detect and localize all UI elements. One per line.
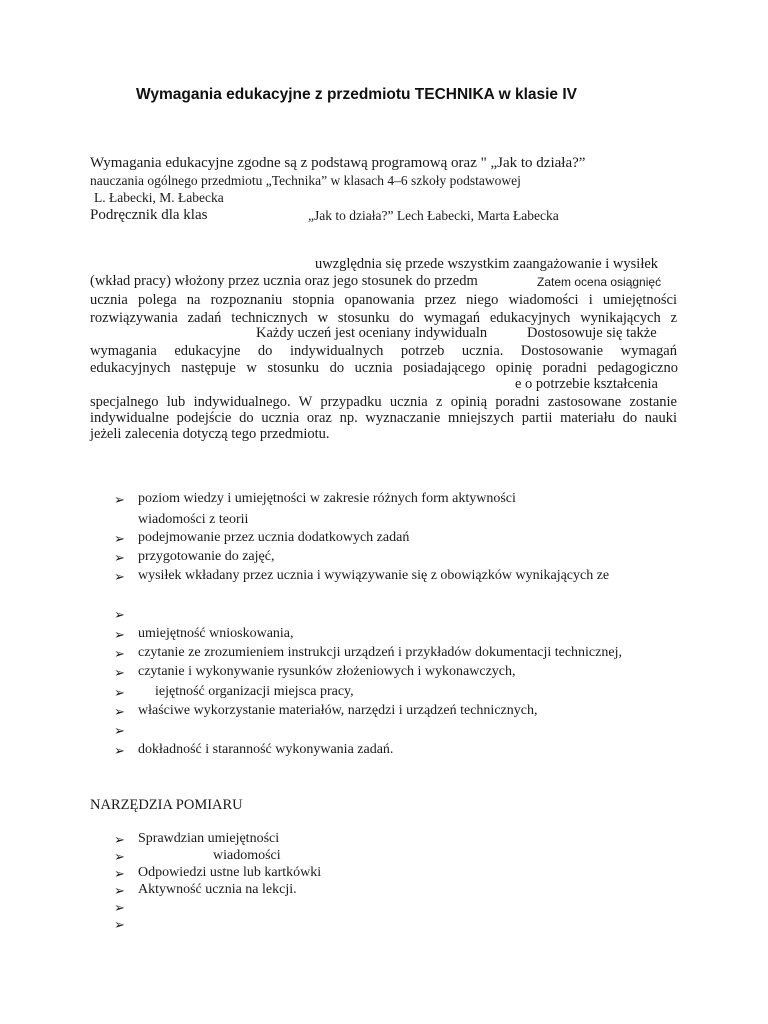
bullet-arrow-icon: ➢ xyxy=(114,883,125,898)
page-title: Wymagania edukacyjne z przedmiotu TECHNIKA w klasie IV xyxy=(136,86,578,103)
intro-line-4-start: Podręcznik dla klas xyxy=(90,207,208,223)
list2-item-2: umiejętność wnioskowania, xyxy=(138,626,294,641)
bullet-arrow-icon: ➢ xyxy=(114,704,125,719)
bullet-arrow-icon: ➢ xyxy=(114,832,125,847)
bullet-arrow-icon: ➢ xyxy=(114,627,125,642)
paragraph-line-4: rozwiązywania zadań technicznych w stosunku do wymagań edukacyjnych wynikających z xyxy=(90,310,677,326)
intro-line-2: nauczania ogólnego przedmiotu „Technika” w klasach 4–6 szkoły podstawowej xyxy=(90,173,521,188)
paragraph-line-2-start: (wkład pracy) włożony przez ucznia oraz jego stosunek do przedm xyxy=(90,273,478,289)
paragraph-line-7: edukacyjnych następuje w stosunku do ucznia posiadającego opinię poradni pedagogiczno xyxy=(90,360,678,376)
bullet-arrow-icon: ➢ xyxy=(114,531,125,546)
paragraph-line-1: uwzględnia się przede wszystkim zaangażowanie i wysiłek xyxy=(315,256,659,272)
list2-item-6: właściwe wykorzystanie materiałów, narzędzi i urządzeń technicznych, xyxy=(138,703,538,718)
bullet-arrow-icon: ➢ xyxy=(114,900,125,915)
paragraph-line-5-end: Dostosowuje się także xyxy=(527,325,657,341)
bullet-arrow-icon: ➢ xyxy=(114,665,125,680)
paragraph-line-6: wymagania edukacyjne do indywidualnych potrzeb ucznia. Dostosowanie wymagań xyxy=(90,343,677,359)
bullet-arrow-icon: ➢ xyxy=(114,569,125,584)
bullet-arrow-icon: ➢ xyxy=(114,849,125,864)
paragraph-line-8: e o potrzebie kształcenia xyxy=(515,376,658,392)
bullet-arrow-icon: ➢ xyxy=(114,743,125,758)
bullet-arrow-icon: ➢ xyxy=(114,685,125,700)
list3-item-1: Sprawdzian umiejętności xyxy=(138,831,280,846)
paragraph-line-2-end: Zatem ocena osiągnięć xyxy=(537,275,662,289)
paragraph-line-3: ucznia polega na rozpoznaniu stopnia opanowania przez niego wiadomości i umiejętności xyxy=(90,292,677,308)
bullet-arrow-icon: ➢ xyxy=(114,723,125,738)
section-heading: NARZĘDZIA POMIARU xyxy=(90,797,243,813)
paragraph-line-9: specjalnego lub indywidualnego. W przypadku ucznia z opinią poradni zastosowane zostanie xyxy=(90,394,677,410)
list2-item-3: czytanie ze zrozumieniem instrukcji urządzeń i przykładów dokumentacji technicznej, xyxy=(138,645,622,660)
bullet-arrow-icon: ➢ xyxy=(114,917,125,932)
bullet-arrow-icon: ➢ xyxy=(114,492,125,507)
list2-item-8: dokładność i staranność wykonywania zadań. xyxy=(138,742,394,757)
list3-item-2: wiadomości xyxy=(213,848,281,863)
list3-item-3: Odpowiedzi ustne lub kartkówki xyxy=(138,865,322,880)
intro-line-4-end: „Jak to działa?” Lech Łabecki, Marta Łabecka xyxy=(308,208,559,223)
list3-item-4: Aktywność ucznia na lekcji. xyxy=(138,882,297,897)
bullet-arrow-icon: ➢ xyxy=(114,866,125,881)
paragraph-line-11: jeżeli zalecenia dotyczą tego przedmiotu. xyxy=(90,426,330,442)
intro-line-3: L. Łabecki, M. Łabecka xyxy=(94,190,224,205)
paragraph-line-5-start: Każdy uczeń jest oceniany indywidualn xyxy=(256,325,488,341)
bullet-arrow-icon: ➢ xyxy=(114,607,125,622)
paragraph-line-10: indywidualne podejście do ucznia oraz np. wyznaczanie mniejszych partii materiału do nauki xyxy=(90,410,677,426)
intro-line-1: Wymagania edukacyjne zgodne są z podstawą programową oraz " „Jak to działa?” xyxy=(90,155,586,171)
bullet-arrow-icon: ➢ xyxy=(114,550,125,565)
list1-item-3: przygotowanie do zajęć, xyxy=(138,549,275,564)
list1-item-4: wysiłek wkładany przez ucznia i wywiązywanie się z obowiązków wynikających ze xyxy=(138,568,610,583)
list2-item-5: iejętność organizacji miejsca pracy, xyxy=(155,684,354,699)
list1-item-2: podejmowanie przez ucznia dodatkowych zadań xyxy=(138,530,410,545)
list2-item-4: czytanie i wykonywanie rysunków złożeniowych i wykonawczych, xyxy=(138,664,516,679)
list1-item-1-continuation: wiadomości z teorii xyxy=(138,512,249,527)
list1-item-1: poziom wiedzy i umiejętności w zakresie różnych form aktywności xyxy=(138,491,516,506)
bullet-arrow-icon: ➢ xyxy=(114,646,125,661)
